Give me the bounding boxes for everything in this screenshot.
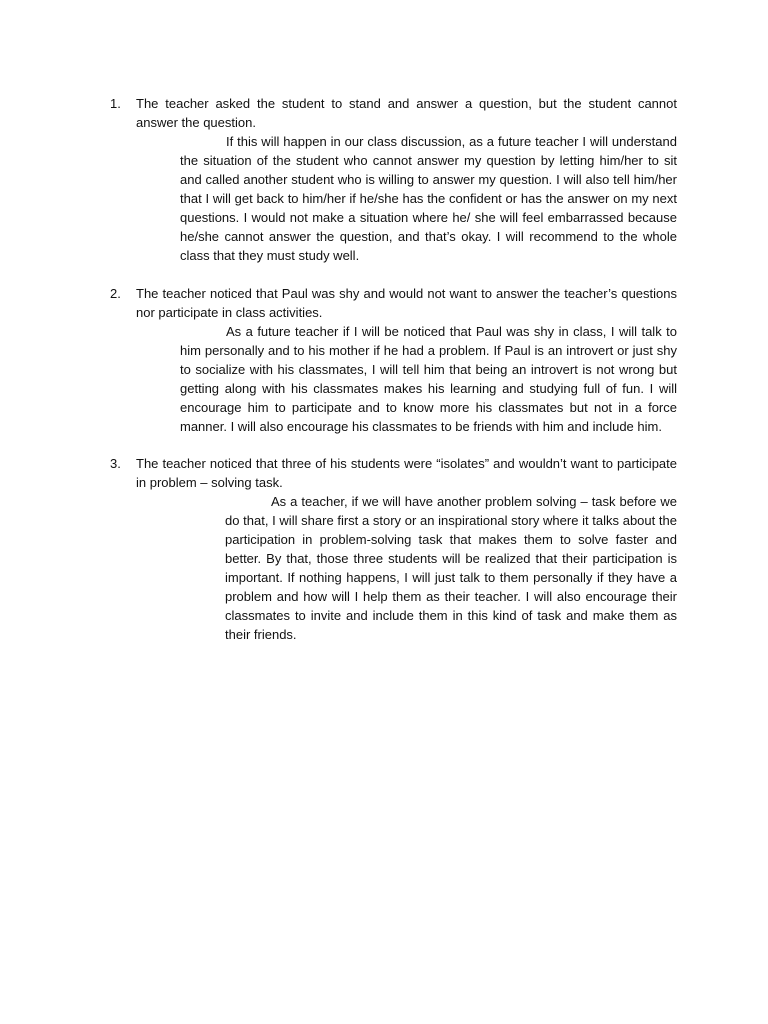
item-answer	[180, 322, 677, 436]
item-number: 2.	[110, 286, 121, 301]
item-question: The teacher noticed that three of his students were “isolates” and wouldn’t want to participate in problem – solving task.	[136, 456, 677, 490]
item-answer	[225, 492, 677, 644]
item-answer-text: As a teacher, if we will have another problem solving – task before we do that, I will share first a story or an inspirational story where it talks about the participation in problem-solving task that makes them to solve faster and better. By that, those three students will be realized that their participation is important. If nothing happens, I will just talk to them personally if they have a problem and how will I help them as their teacher. I will also encourage their classmates to invite and include them in this kind of task and make them as their friends.	[225, 494, 677, 642]
item-answer	[180, 132, 677, 265]
item-answer-text: If this will happen in our class discussion, as a future teacher I will understand the situation of the student who cannot answer my question by letting him/her to sit and called another student who is willing to answer my question. I will also tell him/her that I will get back to him/her if he/she has the confident or has the answer on my next questions. I would not make a situation where he/ she will feel embarrassed because he/she cannot answer the question, and that’s okay. I will recommend to the whole class that they must study well.	[180, 134, 677, 263]
item-number: 3.	[110, 456, 121, 471]
item-number: 1.	[110, 96, 121, 111]
item-answer-text: As a future teacher if I will be noticed that Paul was shy in class, I will talk to him personally and to his mother if he had a problem. If Paul is an introvert or just shy to socialize with his classmates, I will tell him that being an introvert is not wrong but getting along with his classmates makes his learning and studying full of fun. I will encourage him to participate and to know more his classmates but not in a force manner. I will also encourage his classmates to be friends with him and include him.	[180, 324, 677, 434]
item-question: The teacher noticed that Paul was shy and would not want to answer the teacher’s questions nor participate in class activities.	[136, 286, 677, 320]
item-question: The teacher asked the student to stand and answer a question, but the student cannot answer the question.	[136, 96, 677, 130]
